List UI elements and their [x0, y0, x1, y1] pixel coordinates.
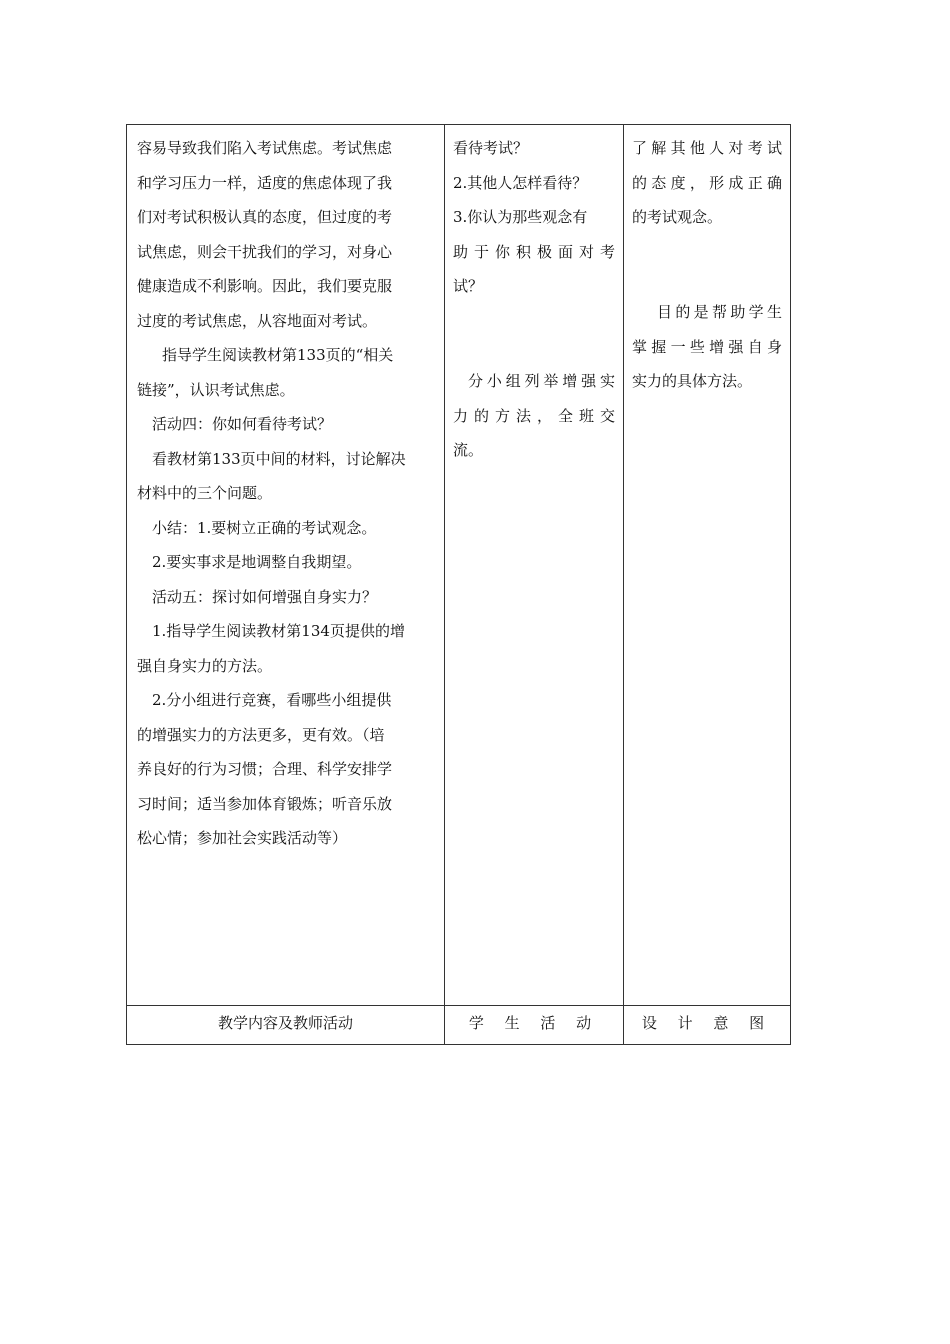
student-line: 2.其他人怎样看待？ [453, 173, 588, 192]
spacer [453, 304, 615, 339]
lesson-plan-table [126, 124, 791, 1045]
header-teacher-activity [127, 1006, 445, 1045]
teacher-line: 活动四：你如何看待考试？ [152, 415, 333, 433]
header-student-activity [445, 1006, 624, 1045]
teacher-line: 过度的考试焦虑，从容地面对考试。 [137, 311, 378, 330]
teacher-line: 强自身实力的方法。 [137, 656, 273, 675]
student-line: 流。 [453, 441, 484, 459]
student-line: 3.你认为那些观念有 [453, 208, 588, 226]
teacher-line: 1.指导学生阅读教材第134页提供的增 [152, 622, 405, 640]
header-student-label: 学 生 活 动 [468, 1014, 600, 1032]
student-line: 试？ [453, 277, 484, 295]
column-header-row [127, 1006, 791, 1045]
student-activity-cell [445, 125, 624, 1006]
teacher-line: 试焦虑，则会干扰我们的学习，对身心 [137, 242, 393, 261]
teacher-line: 健康造成不利影响。因此，我们要克服 [137, 277, 393, 295]
teacher-line: 小结：1.要树立正确的考试观念。 [152, 518, 377, 537]
design-intent-cell [624, 125, 791, 1006]
teacher-line: 养良好的行为习惯；合理、科学安排学 [137, 760, 393, 778]
content-row [127, 125, 791, 1006]
teacher-line: 活动五：探讨如何增强自身实力？ [152, 587, 378, 606]
spacer [632, 235, 782, 270]
teacher-line: 2.要实事求是地调整自我期望。 [152, 553, 362, 571]
header-design-intent [624, 1006, 791, 1045]
student-line: 助于你积极面对考 [453, 242, 615, 261]
spacer [632, 269, 782, 295]
student-line: 力的方法，全班交 [453, 406, 615, 425]
teacher-line: 们对考试积极认真的态度，但过度的考 [137, 208, 393, 226]
teacher-line: 链接”，认识考试焦虑。 [137, 380, 295, 399]
header-intent-label: 设 计 意 图 [641, 1014, 773, 1032]
teacher-line: 习时间；适当参加体育锻炼；听音乐放 [137, 794, 393, 813]
student-line: 分小组列举增强实 [468, 372, 615, 390]
intent-line: 目的是帮助学生 [657, 303, 782, 321]
teacher-line: 指导学生阅读教材第133页的“相关 [162, 346, 394, 364]
teacher-line: 容易导致我们陷入考试焦虑。考试焦虑 [137, 139, 393, 157]
header-teacher-label: 教学内容及教师活动 [217, 1014, 353, 1032]
teacher-line: 松心情；参加社会实践活动等） [137, 829, 348, 847]
teacher-line: 和学习压力一样，适度的焦虑体现了我 [137, 173, 393, 192]
student-line: 看待考试？ [453, 139, 529, 157]
spacer [453, 338, 615, 364]
intent-line: 的考试观念。 [632, 208, 723, 226]
teacher-line: 的增强实力的方法更多，更有效。（培 [137, 725, 385, 744]
teacher-activity-cell [127, 125, 445, 1006]
teacher-line: 看教材第133页中间的材料，讨论解决 [152, 449, 406, 468]
teacher-line: 材料中的三个问题。 [137, 484, 273, 502]
intent-line: 掌握一些增强自身 [632, 337, 782, 356]
teacher-line: 2.分小组进行竞赛，看哪些小组提供 [152, 691, 392, 709]
intent-line: 实力的具体方法。 [632, 372, 753, 390]
intent-line: 了解其他人对考试 [632, 139, 782, 157]
intent-line: 的态度，形成正确 [632, 173, 782, 192]
